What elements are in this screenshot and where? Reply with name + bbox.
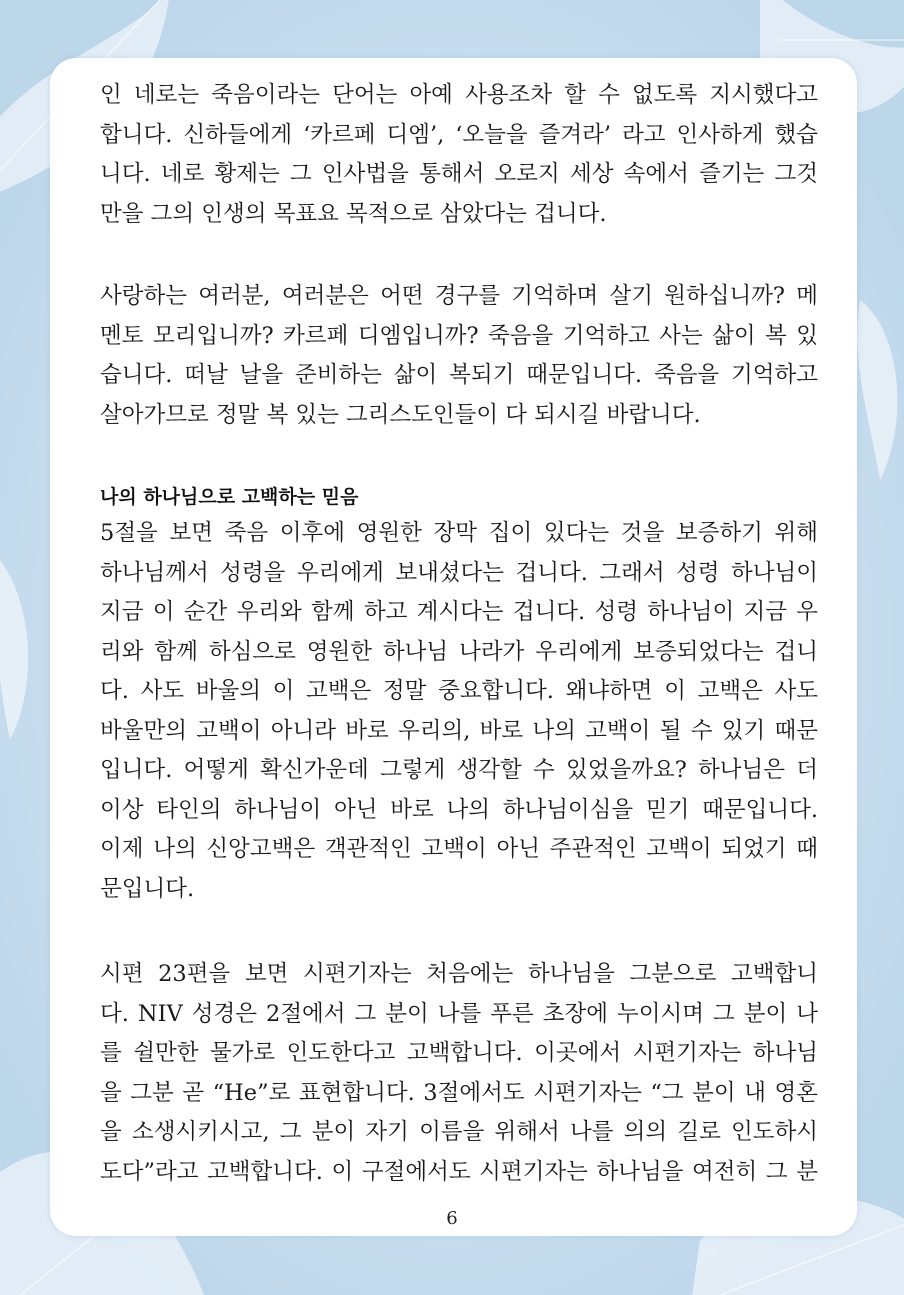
text-line: 바울만의 고백이 아니라 바로 우리의, 바로 나의 고백이 될 수 있기 때문 xyxy=(100,717,818,744)
text-line: 이제 나의 신앙고백은 객관적인 고백이 아닌 주관적인 고백이 되었기 때 xyxy=(100,836,818,862)
text-line: 만을 그의 인생의 목표요 목적으로 삼았다는 겁니다. xyxy=(100,200,607,227)
paragraph-confession xyxy=(100,514,818,909)
text-line: 을 그분 곧 “He”로 표현합니다. 3절에서도 시편기자는 “그 분이 내 영혼 xyxy=(100,1079,818,1106)
text-line: 이상 타인의 하나님이 아닌 바로 나의 하나님이심을 믿기 때문입니다. xyxy=(100,796,818,823)
text-line: 다. 사도 바울의 이 고백은 정말 중요합니다. 왜냐하면 이 고백은 사도 xyxy=(100,678,818,704)
text-line: 하나님께서 성령을 우리에게 보내셨다는 겁니다. 그래서 성령 하나님이 xyxy=(100,559,818,586)
section-heading: 나의 하나님으로 고백하는 믿음 xyxy=(100,486,359,508)
text-line: 니다. 네로 황제는 그 인사법을 통해서 오로지 세상 속에서 즐기는 그것 xyxy=(100,161,818,187)
text-line: 5절을 보면 죽음 이후에 영원한 장막 집이 있다는 것을 보증하기 위해 xyxy=(100,520,818,546)
text-line: 문입니다. xyxy=(100,875,195,902)
text-line: 입니다. 어떻게 확신가운데 그렇게 생각할 수 있었을까요? 하나님은 더 xyxy=(100,757,818,783)
paragraph-nero xyxy=(100,76,818,234)
text-line: 를 쉴만한 물가로 인도한다고 고백합니다. 이곳에서 시편기자는 하나님 xyxy=(100,1040,818,1066)
text-line: 지금 이 순간 우리와 함께 하고 계시다는 겁니다. 성령 하나님이 지금 우 xyxy=(100,599,818,625)
text-line: 도다”라고 고백합니다. 이 구절에서도 시편기자는 하나님을 여전히 그 분 xyxy=(100,1158,818,1185)
text-line: 리와 함께 하심으로 영원한 하나님 나라가 우리에게 보증되었다는 겁니 xyxy=(100,638,818,665)
text-line: 인 네로는 죽음이라는 단어는 아예 사용조차 할 수 없도록 지시했다고 xyxy=(100,82,818,108)
text-line: 살아가므로 정말 복 있는 그리스도인들이 다 되시길 바랍니다. xyxy=(100,401,701,428)
paragraph-psalm-23 xyxy=(100,955,818,1192)
paragraph-memento-mori xyxy=(100,277,818,435)
text-line: 합니다. 신하들에게 ‘카르페 디엠’, ‘오늘을 즐겨라’ 라고 인사하게 했습 xyxy=(100,121,818,148)
text-line: 을 소생시키시고, 그 분이 자기 이름을 위해서 나를 의의 길로 인도하시 xyxy=(100,1119,818,1145)
text-line: 시편 23편을 보면 시편기자는 처음에는 하나님을 그분으로 고백합니 xyxy=(100,961,818,987)
page-number: 6 xyxy=(446,1208,458,1229)
text-line: 습니다. 떠날 날을 준비하는 삶이 복되기 때문입니다. 죽음을 기억하고 xyxy=(100,362,818,388)
text-line: 다. NIV 성경은 2절에서 그 분이 나를 푸른 초장에 누이시며 그 분이 나 xyxy=(100,1000,818,1027)
text-line: 사랑하는 여러분, 여러분은 어떤 경구를 기억하며 살기 원하십니까? 메 xyxy=(100,283,818,309)
text-line: 멘토 모리입니까? 카르페 디엠입니까? 죽음을 기억하고 사는 삶이 복 있 xyxy=(100,322,818,349)
